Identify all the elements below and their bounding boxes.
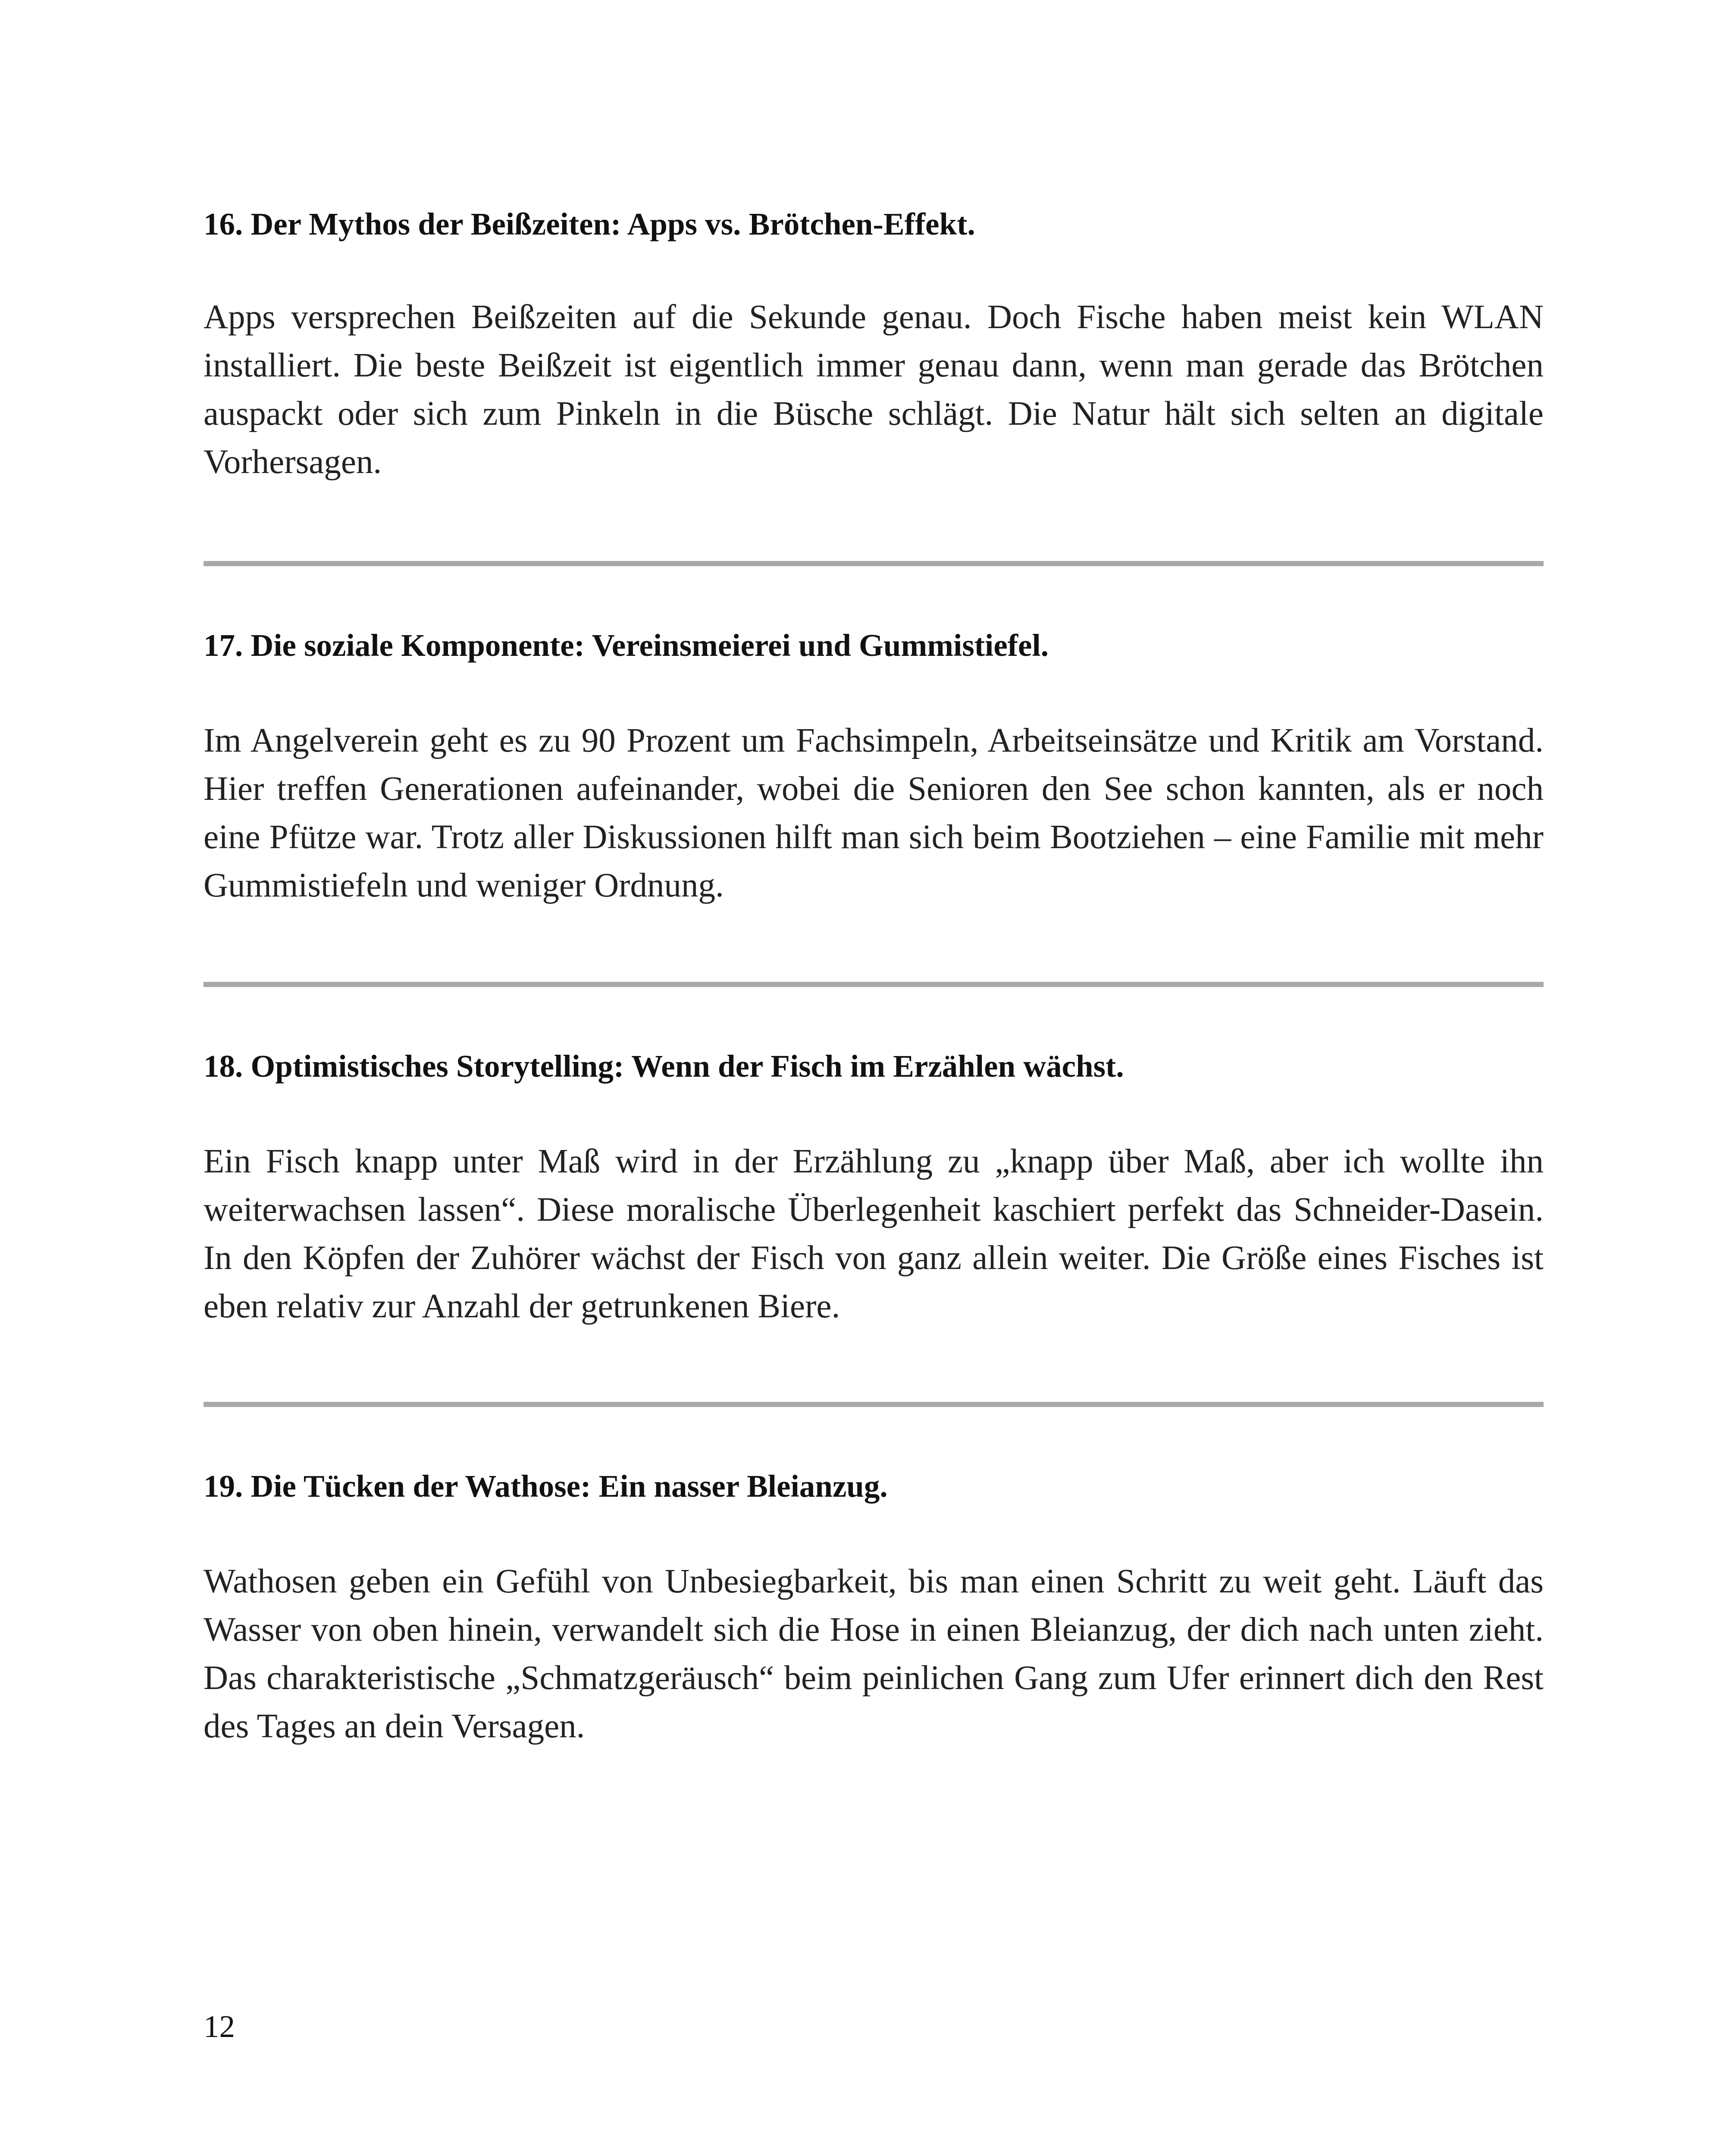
section-17 [204,624,1544,910]
section-paragraph: Im Angelverein geht es zu 90 Prozent um Fachsimpeln, Arbeitseinsätze und Kritik am Vorstand. Hier treffen Generationen aufeinander, wobei die Senioren den See schon kannten, als er noch eine Pfütze war. Trotz aller Diskussionen hilft man sich beim Bootziehen – eine Familie mit mehr Gummistiefeln und weniger Ordnung. [204,722,1544,904]
section-heading: 18. Optimistisches Storytelling: Wenn der Fisch im Erzählen wächst. [204,1049,1124,1084]
section-divider [204,982,1544,987]
section-heading: 19. Die Tücken der Wathose: Ein nasser Bleianzug. [204,1469,888,1504]
section-16 [204,203,1544,486]
section-heading: 17. Die soziale Komponente: Vereinsmeierei und Gummistiefel. [204,628,1049,663]
section-18 [204,1045,1544,1331]
section-heading: 16. Der Mythos der Beißzeiten: Apps vs. Brötchen-Effekt. [204,207,975,241]
section-paragraph: Wathosen geben ein Gefühl von Unbesiegbarkeit, bis man einen Schritt zu weit geht. Läuft das Wasser von oben hinein, verwandelt sich die Hose in einen Bleianzug, der dich nach unten zieht. Das charakteristische „Schmatzgeräusch“ beim peinlichen Gang zum Ufer erinnert dich den Rest des Tages an dein Versagen. [204,1563,1544,1745]
section-divider [204,561,1544,566]
section-paragraph: Ein Fisch knapp unter Maß wird in der Erzählung zu „knapp über Maß, aber ich wollte ihn weiterwachsen lassen“. Diese moralische Überlegenheit kaschiert perfekt das Schneider-Dasein. In den Köpfen der Zuhörer wächst der Fisch von ganz allein weiter. Die Größe eines Fisches ist eben relativ zur Anzahl der getrunkenen Biere. [204,1143,1544,1325]
section-paragraph: Apps versprechen Beißzeiten auf die Sekunde genau. Doch Fische haben meist kein WLAN installiert. Die beste Beißzeit ist eigentlich immer genau dann, wenn man gerade das Brötchen auspackt oder sich zum Pinkeln in die Büsche schlägt. Die Natur hält sich selten an digitale Vorhersagen. [204,298,1544,481]
section-divider [204,1402,1544,1407]
page-number: 12 [204,2009,235,2044]
section-19 [204,1465,1544,1751]
